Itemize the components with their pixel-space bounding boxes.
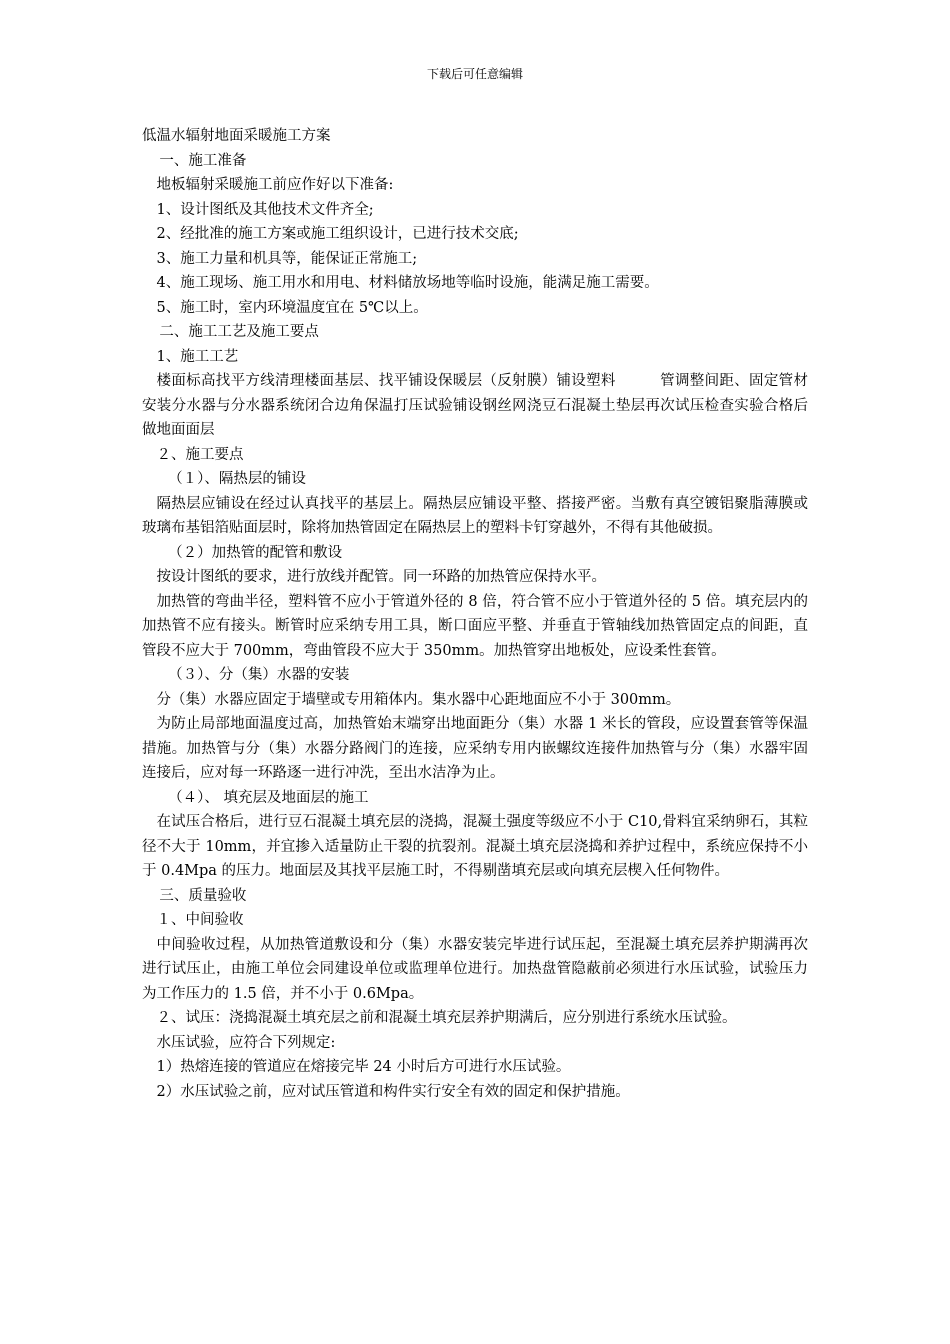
- subsection-heading-3-1: １、中间验收: [156, 912, 244, 928]
- manifold-paragraph-2: 为防止局部地面温度过高，加热管始末端穿出地面距分（集）水器 1 米长的管段，应设置套管等保温措施。加热管与分（集）水器分路阀门的连接，应采纳专用内嵌螺纹连接件加热管与分（集）水器牢固连接后，应对每一环路逐一进行冲洗，至出水洁净为止。: [142, 716, 808, 781]
- section-1-item-5: 5、施工时，室内环境温度宜在 5℃以上。: [156, 299, 428, 316]
- subsection-heading-2-1: 1、施工工艺: [156, 348, 239, 365]
- document-body: [142, 124, 808, 1104]
- section-1-intro: 地板辐射采暖施工前应作好以下准备:: [156, 177, 394, 193]
- section-heading-1: 一、施工准备: [159, 152, 247, 169]
- item-heading-filling-layer: （４）、 填充层及地面层的施工: [168, 789, 369, 806]
- section-heading-3: 三、质量验收: [159, 887, 247, 904]
- pressure-test-paragraph: ２、试压：浇捣混凝土填充层之前和混凝土填充层养护期满后，应分别进行系统水压试验。: [156, 1010, 737, 1026]
- subsection-heading-2-2: ２、施工要点: [156, 446, 244, 463]
- section-1-item-1: 1、设计图纸及其他技术文件齐全;: [156, 201, 374, 218]
- section-1-item-3: 3、施工力量和机具等，能保证正常施工;: [156, 250, 418, 267]
- pressure-test-rule-1: 1）热熔连接的管道应在熔接完毕 24 小时后方可进行水压试验。: [156, 1059, 571, 1075]
- manifold-paragraph-1: 分（集）水器应固定于墙壁或专用箱体内。集水器中心距地面应不小于 300mm。: [156, 691, 681, 708]
- heating-pipe-paragraph-1: 按设计图纸的要求，进行放线并配管。同一环路的加热管应保持水平。: [156, 569, 606, 585]
- item-heading-manifold: （３）、分（集）水器的安装: [168, 667, 350, 683]
- pressure-test-rules-intro: 水压试验，应符合下列规定:: [156, 1034, 336, 1051]
- heating-pipe-paragraph-2: 加热管的弯曲半径，塑料管不应小于管道外径的 8 倍，符合管不应小于管道外径的 5 倍。填充层内的加热管不应有接头。断管时应采纳专用工具，断口面应平整、并垂直于管轴线加热管固定点的间距，直管段不应大于 700mm，弯曲管段不应大于 350mm。加热管穿出地板处，应设柔性套管。: [142, 593, 808, 659]
- pressure-test-rule-2: 2）水压试验之前，应对试压管道和构件实行安全有效的固定和保护措施。: [156, 1083, 630, 1100]
- filling-layer-paragraph: 在试压合格后，进行豆石混凝土填充层的浇捣，混凝土强度等级应不小于 C10,骨料宜采纳卵石，其粒径不大于 10mm，并宜掺入适量防止干裂的抗裂剂。混凝土填充层浇捣和养护过程中，系统应保持不小于 0.4Mpa 的压力。地面层及其找平层施工时，不得剔凿填充层或向填充层楔入任何物件。: [142, 814, 808, 879]
- document-title: 低温水辐射地面采暖施工方案: [142, 128, 331, 144]
- page-header: 下载后可任意编辑: [426, 67, 523, 81]
- intermediate-acceptance-paragraph: 中间验收过程，从加热管道敷设和分（集）水器安装完毕进行试压起，至混凝土填充层养护期满再次进行试压止，由施工单位会同建设单位或监理单位进行。加热盘管隐蔽前必须进行水压试验，试验压力为工作压力的 1.5 倍，并不小于 0.6Mpa。: [142, 936, 808, 1002]
- process-paragraph: 楼面标高找平方线清理楼面基层、找平铺设保暖层（反射膜）铺设塑料 管调整间距、固定管材安装分水器与分水器系统闭合边角保温打压试验铺设钢丝网浇豆石混凝土垫层再次试压检查实验合格后做地面面层: [142, 373, 808, 438]
- insulation-paragraph: 隔热层应铺设在经过认真找平的基层上。隔热层应铺设平整、搭接严密。当敷有真空镀铝聚脂薄膜或玻璃布基铝箔贴面层时，除将加热管固定在隔热层上的塑料卡钉穿越外，不得有其他破损。: [142, 495, 808, 536]
- section-heading-2: 二、施工工艺及施工要点: [159, 324, 319, 340]
- item-heading-heating-pipe: （２）加热管的配管和敷设: [168, 544, 343, 561]
- item-heading-insulation: （１）、隔热层的铺设: [168, 471, 306, 487]
- section-1-item-4: 4、施工现场、施工用水和用电、材料储放场地等临时设施，能满足施工需要。: [156, 275, 659, 291]
- section-1-item-2: 2、经批准的施工方案或施工组织设计，已进行技术交底;: [156, 226, 519, 242]
